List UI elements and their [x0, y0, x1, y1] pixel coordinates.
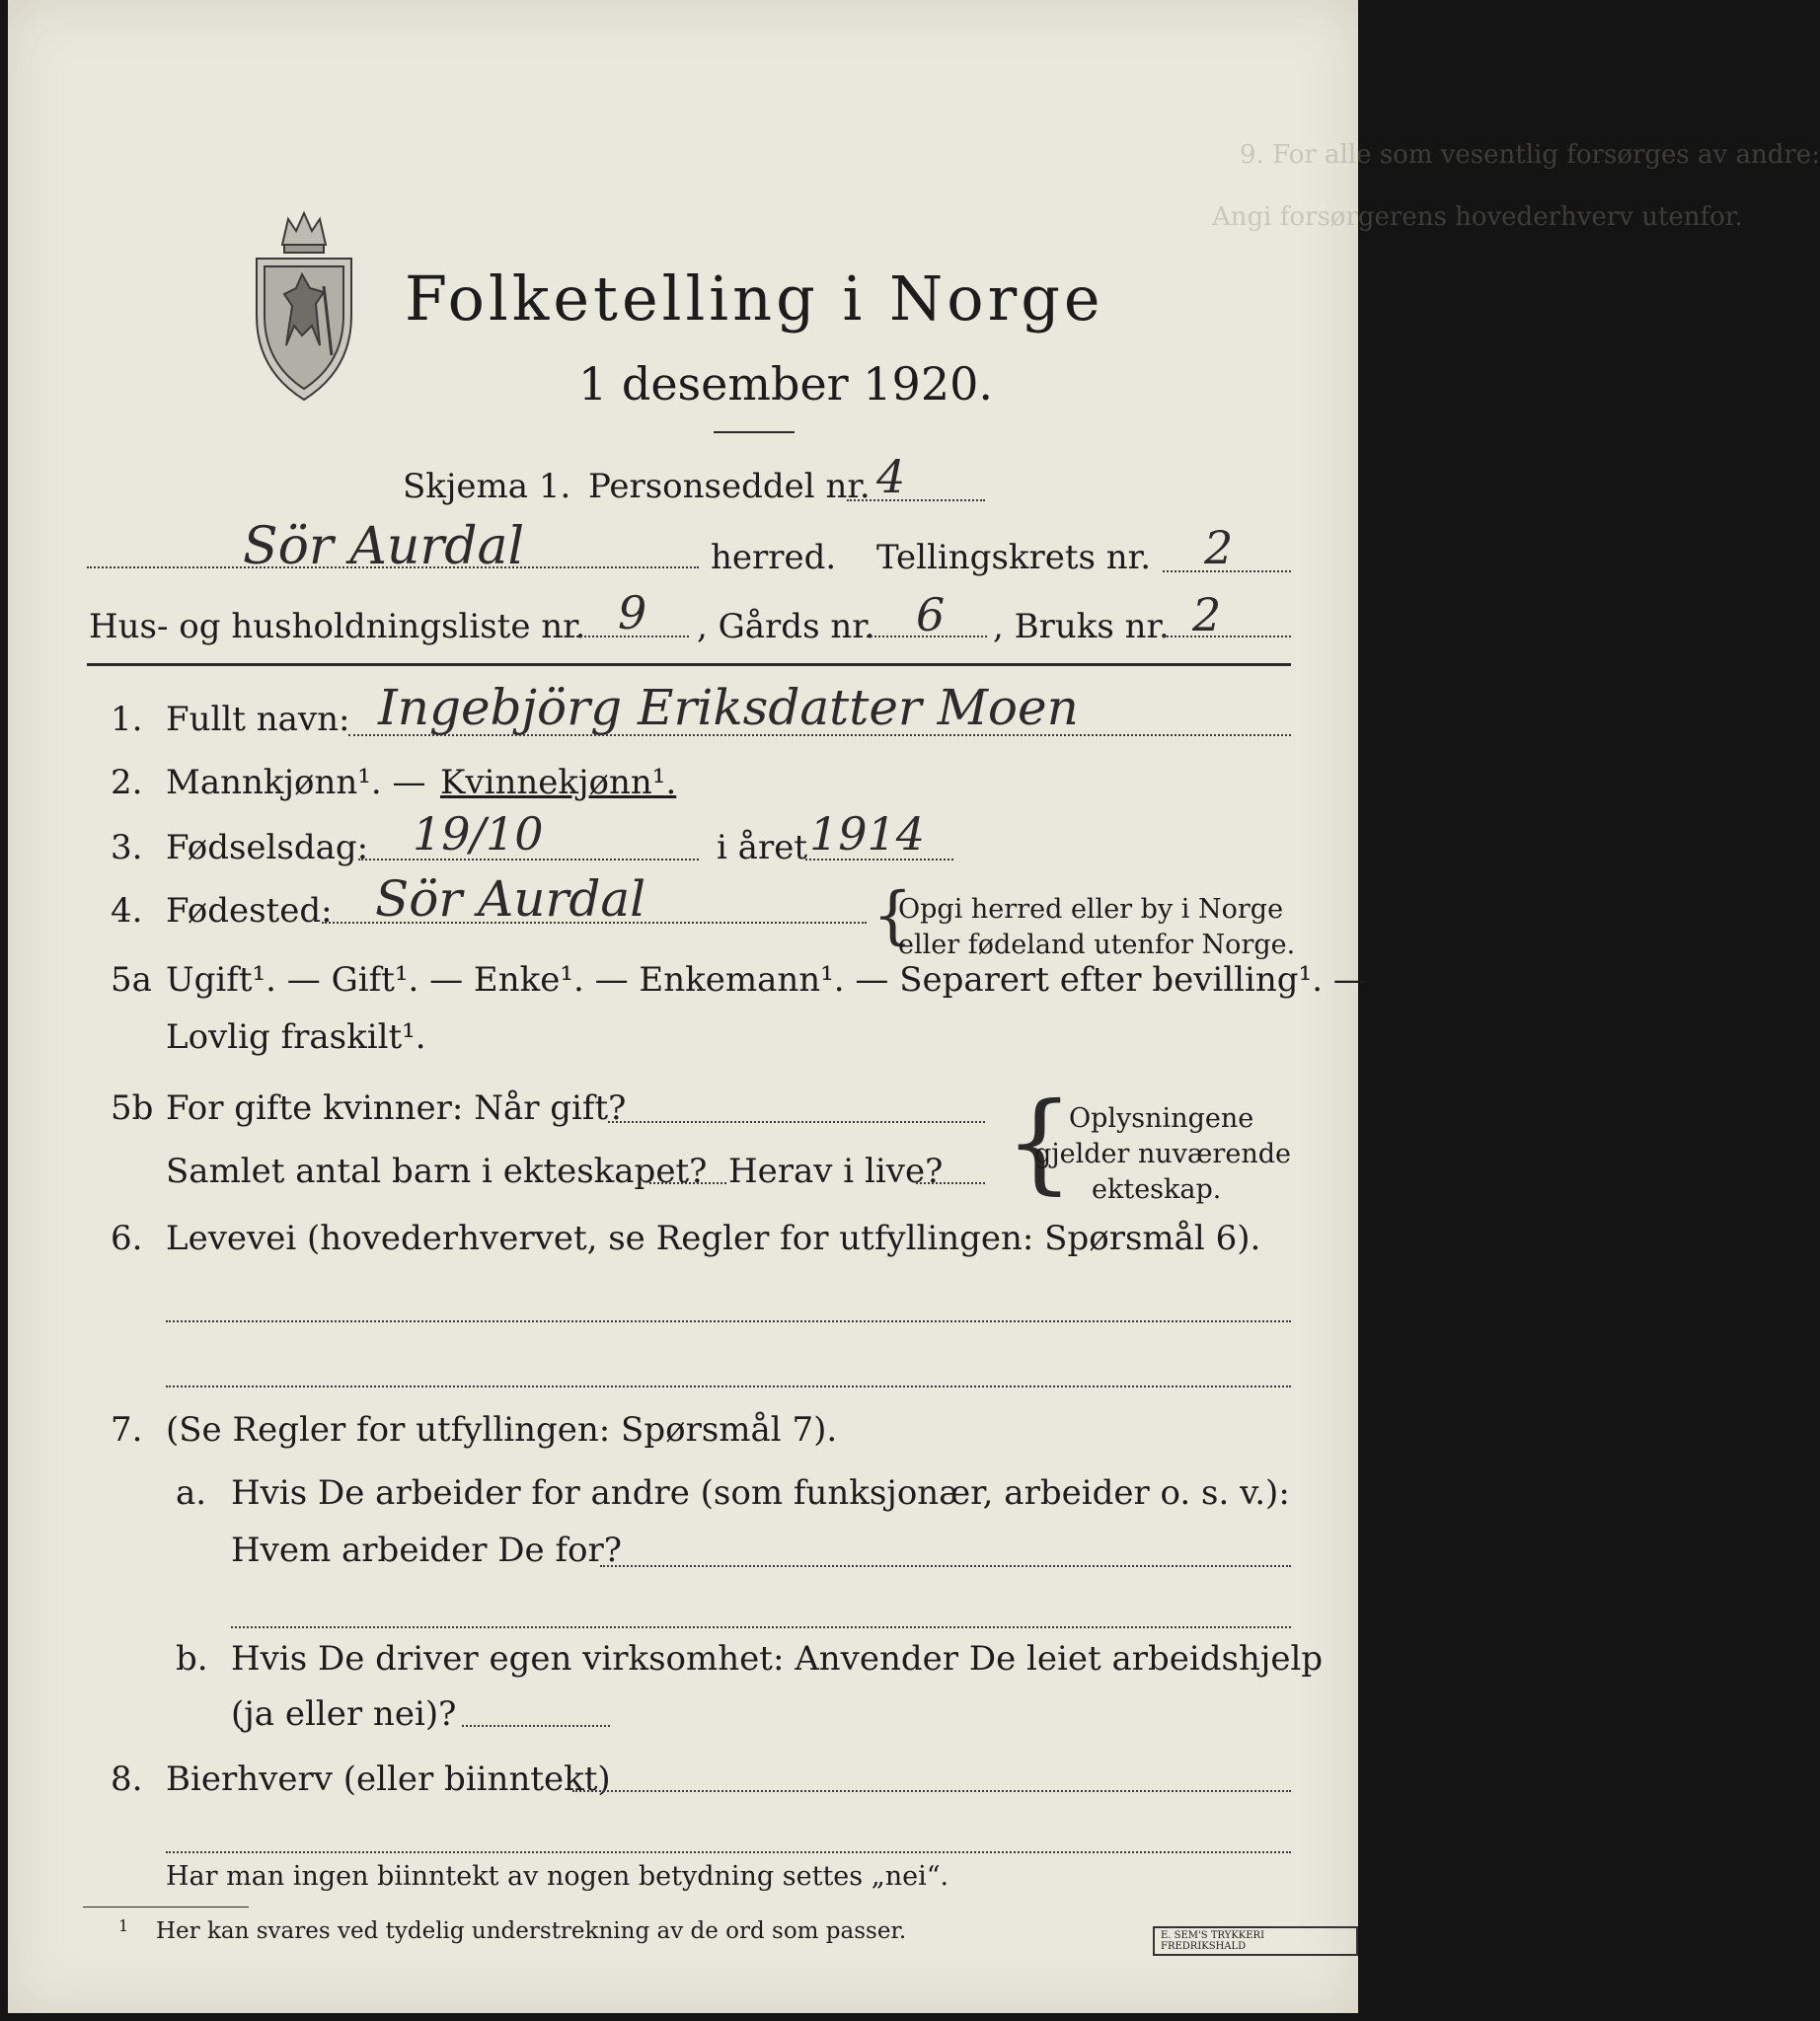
q6-answer-line1	[166, 1320, 1291, 1322]
q7b-dotline	[462, 1725, 610, 1727]
q5a-number: 5a	[111, 960, 152, 1000]
header-divider	[87, 663, 1291, 666]
q5b-note-line1: Oplysningene	[1069, 1103, 1254, 1134]
q7b-number: b.	[176, 1639, 208, 1679]
q8-number: 8.	[111, 1759, 143, 1799]
footnote-text: Her kan svares ved tydelig understrekning av de ord som passer.	[156, 1918, 907, 1944]
bruks-value: 2	[1192, 588, 1222, 641]
q1-number: 1.	[111, 700, 143, 739]
gards-dotline	[867, 636, 987, 637]
q3-year-value: 1914	[809, 807, 926, 861]
q2-number: 2.	[111, 763, 143, 802]
husholdningsliste-value: 9	[618, 586, 647, 639]
bleed-through-text-1: 9. For alle som vesentlig forsørges av andre:	[1240, 140, 1820, 170]
printer-stamp	[1153, 1926, 1358, 1956]
q7-number: 7.	[111, 1410, 143, 1450]
q7b-line2: (ja eller nei)?	[231, 1694, 457, 1734]
q5b-line1: For gifte kvinner: Når gift?	[166, 1088, 627, 1128]
tellingskrets-label: Tellingskrets nr.	[876, 538, 1152, 577]
q5b-line2b: Herav i live?	[728, 1152, 944, 1191]
herred-value: Sör Aurdal	[243, 517, 525, 576]
q5b-number: 5b	[111, 1088, 154, 1128]
q4-note-line2: eller fødeland utenfor Norge.	[898, 930, 1296, 960]
q7a-answer-line2	[231, 1626, 1291, 1628]
census-form-page	[8, 0, 1820, 2013]
footnote-mark: 1	[118, 1916, 129, 1935]
form-title: Folketelling i Norge	[405, 262, 1104, 335]
personseddel-value: 4	[876, 450, 906, 503]
bottom-note: Har man ingen biinntekt av nogen betydning settes „nei“.	[166, 1861, 949, 1892]
q8-dotline	[572, 1790, 1291, 1792]
q7a-dotline	[600, 1565, 1291, 1567]
q4-birthplace-value: Sör Aurdal	[375, 870, 646, 928]
q6-label: Levevei (hovederhvervet, se Regler for utfyllingen: Spørsmål 6).	[166, 1219, 1261, 1258]
q8-label: Bierhverv (eller biinntekt)	[166, 1759, 611, 1799]
q7b-line1: Hvis De driver egen virksomhet: Anvender De leiet arbeidshjelp	[231, 1639, 1324, 1679]
bruks-label: , Bruks nr.	[993, 607, 1170, 646]
tellingskrets-value: 2	[1204, 521, 1234, 574]
q8-answer-line2	[166, 1851, 1291, 1853]
q5b-married-dotline	[608, 1121, 985, 1123]
husholdningsliste-dotline	[561, 636, 689, 637]
q4-dotline	[322, 922, 867, 924]
q5b-note-line3: ekteskap.	[1092, 1174, 1222, 1205]
census-date: 1 desember 1920.	[578, 357, 993, 411]
q3-year-dotline	[805, 859, 953, 861]
q3-dotline	[358, 859, 699, 861]
q7a-line1: Hvis De arbeider for andre (som funksjonær, arbeider o. s. v.):	[231, 1473, 1290, 1513]
herred-dotline	[87, 566, 699, 568]
q1-full-name-value: Ingebjörg Eriksdatter Moen	[378, 679, 1079, 736]
gards-label: , Gårds nr.	[697, 607, 875, 646]
q5b-children-dotline	[649, 1182, 726, 1184]
personseddel-label: Personseddel nr.	[588, 467, 871, 506]
title-underline	[714, 431, 795, 433]
q3-label: Fødselsdag:	[166, 828, 369, 867]
q7a-line2: Hvem arbeider De for?	[231, 1531, 622, 1570]
q3-year-label: i året	[717, 828, 807, 867]
q6-number: 6.	[111, 1219, 143, 1258]
q1-dotline	[348, 734, 1291, 736]
q5b-alive-dotline	[916, 1182, 985, 1184]
personseddel-dotline	[847, 499, 985, 501]
tellingskrets-dotline	[1163, 570, 1291, 572]
q4-label: Fødested:	[166, 891, 333, 931]
q4-note-line1: Opgi herred eller by i Norge	[898, 894, 1284, 925]
q7-label: (Se Regler for utfyllingen: Spørsmål 7).	[166, 1410, 838, 1450]
q3-birthday-value: 19/10	[413, 807, 544, 861]
q4-brace: {	[872, 879, 913, 952]
q5a-line1: Ugift¹. — Gift¹. — Enke¹. — Enkemann¹. — Separert efter bevilling¹. —	[166, 960, 1367, 1000]
q1-label: Fullt navn:	[166, 700, 350, 739]
q2-male: Mannkjønn¹. —	[166, 763, 426, 802]
footnote-rule	[83, 1907, 249, 1908]
husholdningsliste-label: Hus- og husholdningsliste nr.	[89, 607, 586, 646]
gards-value: 6	[916, 588, 946, 641]
q2-female-underlined: Kvinnekjønn¹.	[440, 763, 677, 802]
q4-number: 4.	[111, 891, 143, 931]
herred-label: herred.	[711, 538, 837, 577]
q3-number: 3.	[111, 828, 143, 867]
norwegian-coat-of-arms-icon	[245, 197, 363, 405]
bruks-dotline	[1163, 636, 1291, 637]
skjema-label: Skjema 1.	[403, 467, 571, 506]
q7a-number: a.	[176, 1473, 207, 1513]
q5b-note-line2: gjelder nuværende	[1034, 1139, 1291, 1169]
q5b-brace: {	[1005, 1079, 1074, 1205]
bleed-through-text-2: Angi forsørgerens hovederhverv utenfor.	[1212, 202, 1743, 232]
printer-stamp-text: E. SEM'S TRYKKERI FREDRIKSHALD	[1161, 1930, 1265, 1952]
q6-answer-line2	[166, 1385, 1291, 1387]
q5b-line2a: Samlet antal barn i ekteskapet?	[166, 1152, 708, 1191]
q5a-line2: Lovlig fraskilt¹.	[166, 1017, 426, 1057]
